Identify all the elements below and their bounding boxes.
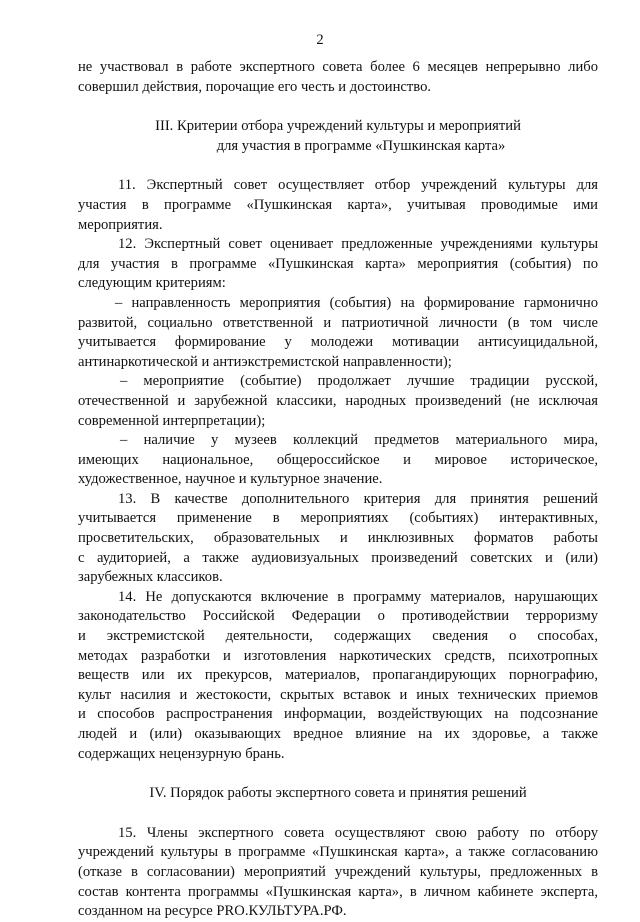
page-number: 2 — [316, 32, 324, 48]
heading-line: IV. Порядок работы экспертного совета и принятия решений — [149, 785, 527, 802]
text-line: не участвовал в работе экспертного совета более 6 месяцев непрерывно либо — [78, 59, 598, 75]
text-line: антинаркотической и антиэкстремистской направленности); — [78, 353, 452, 370]
text-line: – мероприятие (событие) продолжает лучшие традиции русской, — [120, 373, 598, 390]
text-line: – наличие у музеев коллекций предметов материального мира, — [120, 432, 598, 449]
heading-line: III. Критерии отбора учреждений культуры и мероприятий — [155, 118, 521, 135]
text-line: имеющих национальное, общероссийское и мировое историческое, — [78, 451, 598, 468]
paragraph-13 — [78, 490, 598, 588]
text-line: учреждений культуры в программе «Пушкинская карта», а также согласованию — [78, 844, 598, 861]
paragraph-14 — [78, 588, 598, 764]
document-body — [78, 58, 598, 922]
text-line: 14. Не допускаются включение в программу материалов, нарушающих — [118, 588, 598, 605]
text-line: созданном на ресурсе PRO.КУЛЬТУРА.РФ. — [78, 903, 347, 920]
text-line: для участия в программе «Пушкинская карта» мероприятия (события) по — [78, 255, 598, 272]
text-line: веществ или их прекурсов, материалов, пропагандирующих порнографию, — [78, 667, 598, 684]
criteria-item-2 — [78, 372, 598, 431]
text-line: людей и (или) оказывающих вредное влияние на их здоровье, а также — [78, 726, 598, 742]
text-line: 13. В качестве дополнительного критерия для принятия решений — [118, 490, 598, 507]
section-heading-3 — [78, 117, 598, 156]
text-line: методах разработки и изготовления наркотических средств, психотропных — [78, 647, 598, 664]
section-heading-4 — [78, 784, 598, 804]
text-line: (отказе в согласовании) мероприятий учреждений культуры, предложенных в — [78, 863, 598, 880]
paragraph-12 — [78, 235, 598, 294]
text-line: совершил действия, порочащие его честь и достоинство. — [78, 78, 432, 95]
text-line: с аудиторией, а также аудиовизуальных произведений советских и (или) — [78, 549, 598, 566]
text-line: участия в программе «Пушкинская карта», учитывая проводимые ими — [78, 196, 598, 213]
paragraph-15 — [78, 824, 598, 922]
heading-line: для участия в программе «Пушкинская карта» — [216, 137, 506, 154]
text-line: 11. Экспертный совет осуществляет отбор учреждений культуры для — [118, 177, 598, 194]
text-line: зарубежных классиков. — [78, 569, 223, 586]
text-line: и экстремистской деятельности, содержащих сведения о способах, — [78, 628, 598, 645]
text-line: – направленность мероприятия (события) на формирование гармонично — [115, 294, 598, 311]
text-line: учитывается формирование у молодежи мотивации антисуицидальной, — [78, 334, 598, 351]
text-line: содержащих нецензурную брань. — [78, 745, 285, 762]
text-line: и способов распространения информации, воздействующих на подсознание — [78, 706, 598, 723]
text-line: законодательство Российской Федерации о противодействии терроризму — [78, 608, 598, 625]
text-line: учитывается применение в мероприятиях (событиях) интерактивных, — [78, 510, 598, 527]
text-line: 15. Члены экспертного совета осуществляют свою работу по отбору — [118, 824, 598, 841]
text-line: развитой, социально ответственной и патриотичной личности (в том числе — [78, 314, 598, 331]
text-line: просветительских, образовательных и инклюзивных форматов работы — [78, 530, 598, 547]
text-line: состав контента программы «Пушкинская карта», в личном кабинете эксперта, — [78, 883, 598, 900]
criteria-item-1 — [78, 294, 598, 372]
criteria-item-3 — [78, 431, 598, 490]
text-line: современной интерпретации); — [78, 412, 266, 429]
text-line: культ насилия и жестокости, скрытых вставок и иных технических приемов — [78, 686, 598, 703]
text-line: следующим критериям: — [78, 275, 226, 292]
text-line: художественное, научное и культурное значение. — [78, 471, 383, 488]
text-line: 12. Экспертный совет оценивает предложенные учреждениями культуры — [118, 236, 598, 253]
text-line: отечественной и зарубежной классики, народных произведений (не исключая — [78, 392, 598, 409]
paragraph-intro — [78, 58, 598, 97]
paragraph-11 — [78, 176, 598, 235]
text-line: мероприятия. — [78, 216, 163, 233]
